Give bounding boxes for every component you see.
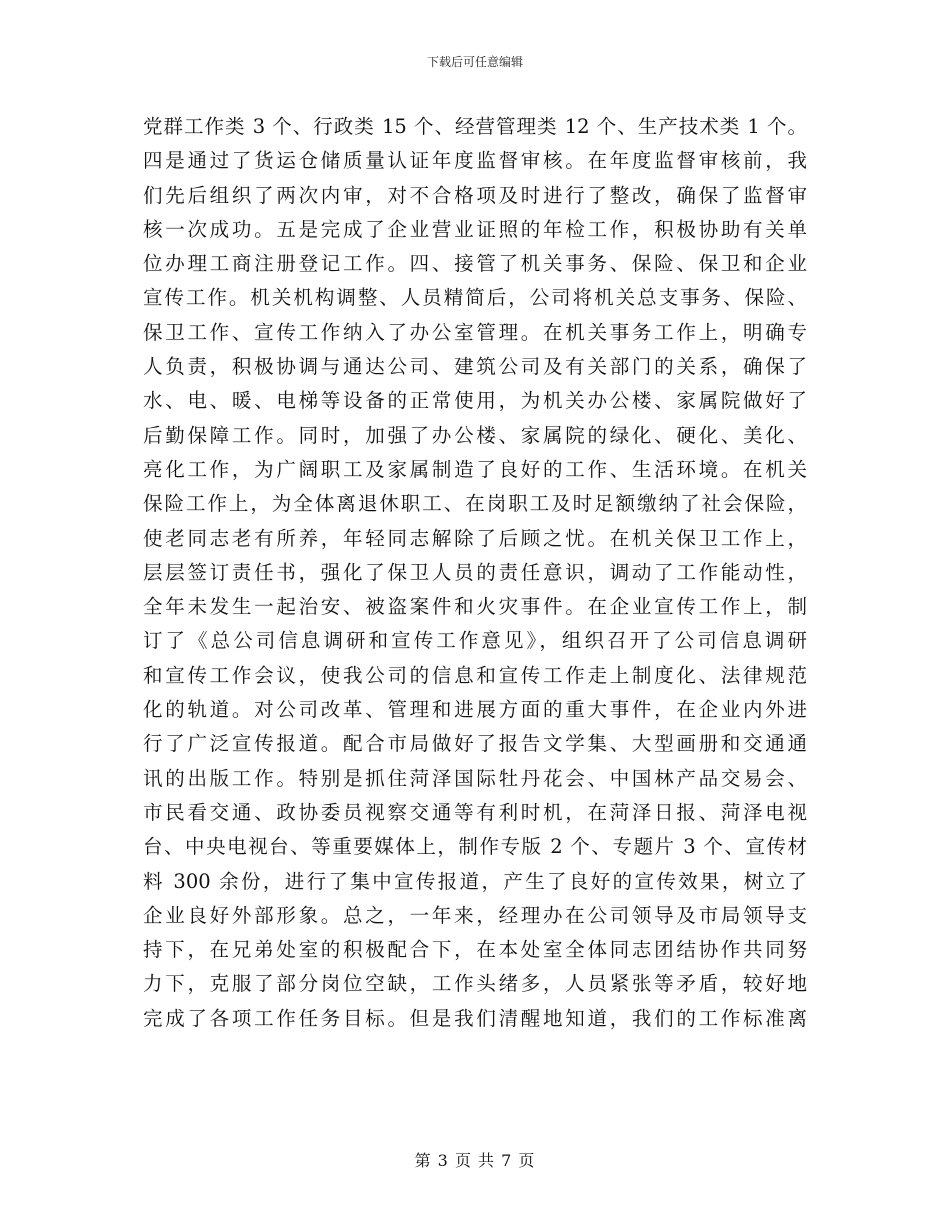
page-header-note: 下载后可任意编辑 bbox=[426, 55, 523, 69]
body-line: 保卫工作、宣传工作纳入了办公室管理。在机关事务工作上，明确专 bbox=[143, 320, 807, 344]
document-body bbox=[143, 110, 807, 1036]
body-line: 化的轨道。对公司改革、管理和进展方面的重大事件，在企业内外进 bbox=[143, 698, 807, 722]
body-line: 人负责，积极协调与通达公司、建筑公司及有关部门的关系，确保了 bbox=[143, 355, 807, 379]
body-line: 后勤保障工作。同时，加强了办公楼、家属院的绿化、硬化、美化、 bbox=[143, 423, 807, 447]
body-line: 位办理工商注册登记工作。四、接管了机关事务、保险、保卫和企业 bbox=[143, 252, 807, 276]
body-line: 和宣传工作会议，使我公司的信息和宣传工作走上制度化、法律规范 bbox=[143, 663, 807, 687]
body-line: 使老同志老有所养，年轻同志解除了后顾之忧。在机关保卫工作上， bbox=[143, 526, 807, 550]
body-line: 持下，在兄弟处室的积极配合下，在本处室全体同志团结协作共同努 bbox=[143, 938, 807, 962]
body-line: 宣传工作。机关机构调整、人员精简后，公司将机关总支事务、保险、 bbox=[143, 286, 807, 310]
body-line: 全年未发生一起治安、被盗案件和火灾事件。在企业宣传工作上，制 bbox=[143, 595, 807, 619]
body-line: 亮化工作，为广阔职工及家属制造了良好的工作、生活环境。在机关 bbox=[143, 457, 807, 481]
body-line: 订了《总公司信息调研和宣传工作意见》，组织召开了公司信息调研 bbox=[143, 629, 807, 653]
body-line: 们先后组织了两次内审，对不合格项及时进行了整改，确保了监督审 bbox=[143, 183, 807, 207]
body-line: 行了广泛宣传报道。配合市局做好了报告文学集、大型画册和交通通 bbox=[143, 732, 807, 756]
body-line: 四是通过了货运仓储质量认证年度监督审核。在年度监督审核前，我 bbox=[143, 149, 807, 173]
body-line: 台、中央电视台、等重要媒体上，制作专版 2 个、专题片 3 个、宣传材 bbox=[143, 835, 807, 859]
body-line: 核一次成功。五是完成了企业营业证照的年检工作，积极协助有关单 bbox=[143, 217, 807, 241]
body-line: 完成了各项工作任务目标。但是我们清醒地知道，我们的工作标准离 bbox=[143, 1006, 807, 1030]
body-line: 保险工作上，为全体离退休职工、在岗职工及时足额缴纳了社会保险， bbox=[143, 492, 807, 516]
body-line: 讯的出版工作。特别是抓住菏泽国际牡丹花会、中国林产品交易会、 bbox=[143, 766, 807, 790]
body-line: 水、电、暖、电梯等设备的正常使用，为机关办公楼、家属院做好了 bbox=[143, 389, 807, 413]
body-line: 力下，克服了部分岗位空缺，工作头绪多，人员紧张等矛盾，较好地 bbox=[143, 972, 807, 996]
body-line: 企业良好外部形象。总之，一年来，经理办在公司领导及市局领导支 bbox=[143, 903, 807, 927]
body-line: 市民看交通、政协委员视察交通等有利时机，在菏泽日报、菏泽电视 bbox=[143, 800, 807, 824]
page-number-footer: 第 3 页 共 7 页 bbox=[414, 1151, 536, 1170]
body-line: 党群工作类 3 个、行政类 15 个、经营管理类 12 个、生产技术类 1 个。 bbox=[143, 115, 807, 138]
body-line: 层层签订责任书，强化了保卫人员的责任意识，调动了工作能动性， bbox=[143, 560, 807, 584]
body-line: 料 300 余份，进行了集中宣传报道，产生了良好的宣传效果，树立了 bbox=[143, 869, 807, 893]
